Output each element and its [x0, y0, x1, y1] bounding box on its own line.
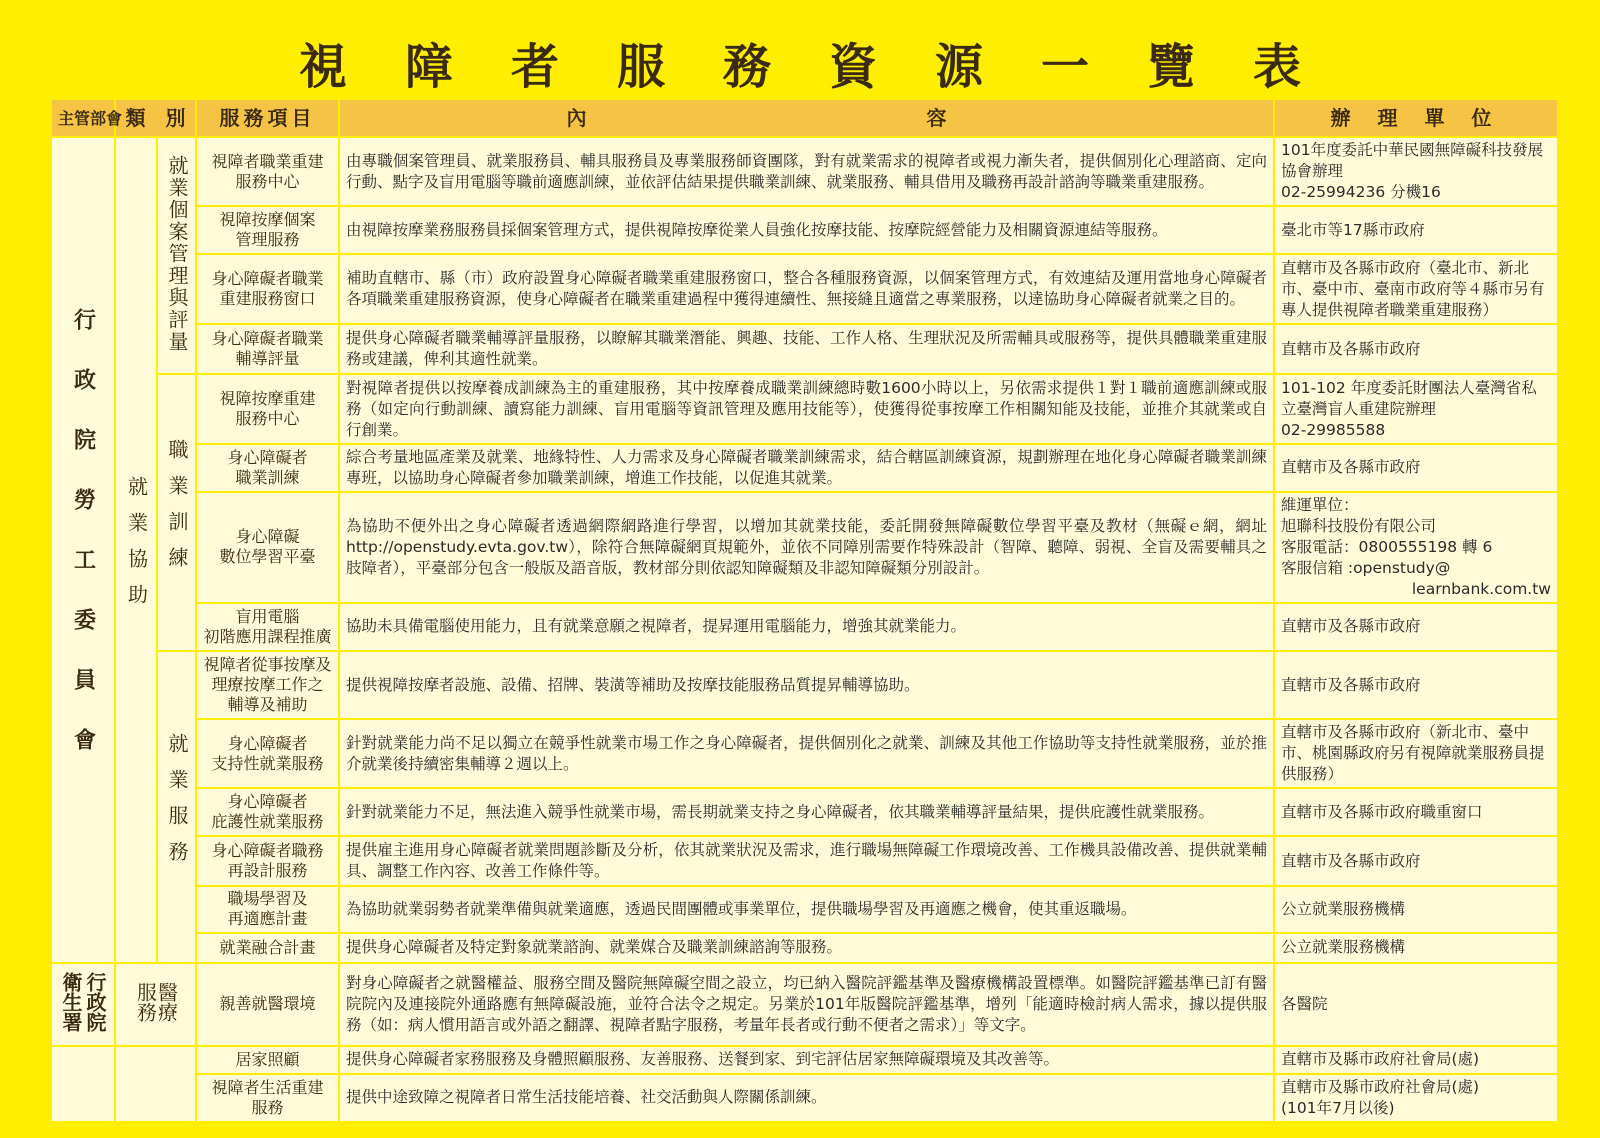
service-content: 提供身心障礙者家務服務及身體照顧服務、友善服務、送餐到家、到宅評估居家無障礙環境及其改善等。 [339, 1046, 1274, 1074]
table-row [51, 492, 1558, 603]
service-unit: 臺北市等17縣市政府 [1274, 206, 1558, 254]
service-item: 身心障礙者 支持性就業服務 [196, 719, 339, 788]
table-row [51, 1074, 1558, 1122]
table-row [51, 788, 1558, 836]
table-row [51, 254, 1558, 324]
category-blank-cell [115, 1046, 196, 1122]
header-unit: 辦 理 單 位 [1274, 99, 1558, 137]
service-content: 協助未具備電腦使用能力，且有就業意願之視障者，提昇運用電腦能力，增強其就業能力。 [339, 603, 1274, 651]
service-item: 身心障礙者 庇護性就業服務 [196, 788, 339, 836]
service-item: 視障者生活重建 服務 [196, 1074, 339, 1122]
category-medical-cell [115, 963, 196, 1046]
service-content: 綜合考量地區產業及就業、地緣特性、人力需求及身心障礙者職業訓練需求，結合轄區訓練資源，規劃辦理在地化身心障礙者職業訓練專班，以協助身心障礙者參加職業訓練，增進工作技能，以促進其就業。 [339, 444, 1274, 492]
header-service-item: 服務項目 [196, 99, 339, 137]
service-content: 提供視障按摩者設施、設備、招牌、裝潢等補助及按摩技能服務品質提昇輔導協助。 [339, 651, 1274, 719]
table-row [51, 719, 1558, 788]
service-unit: 直轄市及各縣市政府 [1274, 603, 1558, 651]
subcategory-service-cell [157, 651, 196, 963]
category-employment-cell [115, 137, 157, 963]
service-unit: 直轄市及各縣市政府 [1274, 444, 1558, 492]
service-resource-table [50, 98, 1559, 1123]
dept-labor: 行政院勞工委員會 [70, 307, 96, 788]
service-unit: 101年度委託中華民國無障礙科技發展協會辦理 02-25994236 分機16 [1274, 137, 1558, 206]
table-row [51, 1046, 1558, 1074]
subcategory-training-cell [157, 374, 196, 651]
service-content: 提供身心障礙者職業輔導評量服務，以瞭解其職業潛能、興趣、技能、工作人格、生理狀況及所需輔具或服務等，提供具體職業重建服務或建議，俾利其適性就業。 [339, 324, 1274, 374]
table-row [51, 963, 1558, 1046]
table-row [51, 444, 1558, 492]
dept-health: 行政院衛生署 [59, 971, 107, 1032]
service-content: 針對就業能力尚不足以獨立在競爭性就業市場工作之身心障礙者，提供個別化之就業、訓練及其他工作協助等支持性就業服務，並於推介就業後持續密集輔導２週以上。 [339, 719, 1274, 788]
table-row [51, 137, 1558, 206]
service-unit-cell [1274, 492, 1558, 603]
service-item: 身心障礙 數位學習平臺 [196, 492, 339, 603]
service-item: 身心障礙者 職業訓練 [196, 444, 339, 492]
service-unit: 直轄市及各縣市政府（臺北市、新北市、臺中市、臺南市政府等４縣市另有專人提供視障者職業重建服務） [1274, 254, 1558, 324]
service-item: 盲用電腦 初階應用課程推廣 [196, 603, 339, 651]
header-content: 內 容 [339, 99, 1274, 137]
category-medical: 醫療服務 [133, 982, 179, 1023]
service-item: 身心障礙者職業 重建服務窗口 [196, 254, 339, 324]
service-unit: 直轄市及各縣市政府職重窗口 [1274, 788, 1558, 836]
service-content: 為協助就業弱勢者就業準備與就業適應，透過民間團體或事業單位，提供職場學習及再適應之機會，使其重返職場。 [339, 886, 1274, 932]
table-row [51, 206, 1558, 254]
service-unit-email-domain: learnbank.com.tw [1411, 579, 1551, 598]
service-content: 對身心障礙者之就醫權益、服務空間及醫院無障礙空間之設立，均已納入醫院評鑑基準及醫療機構設置標準。如醫院評鑑基準已訂有醫院院內及連接院外通路應有無障礙設施，並符合法令之規定。另業於101年版醫院評鑑基準，增列「能適時檢討病人需求，據以提供服務（如：病人慣用語言或外語之翻譯、視障者點字服務，考量年長者或行動不便者之需求）」等文字。 [339, 963, 1274, 1046]
service-item: 視障按摩重建 服務中心 [196, 374, 339, 443]
service-unit: 各醫院 [1274, 963, 1558, 1046]
table-row [51, 651, 1558, 719]
table-row [51, 603, 1558, 651]
service-unit: 直轄市及縣市政府社會局(處) (101年7月以後) [1274, 1074, 1558, 1122]
service-item: 居家照顧 [196, 1046, 339, 1074]
service-item: 身心障礙者職業 輔導評量 [196, 324, 339, 374]
service-content: 提供中途致障之視障者日常生活技能培養、社交活動與人際關係訓練。 [339, 1074, 1274, 1122]
dept-blank-cell [51, 1046, 115, 1122]
service-unit: 公立就業服務機構 [1274, 933, 1558, 963]
dept-labor-cell [51, 137, 115, 963]
service-unit: 直轄市及各縣市政府 [1274, 836, 1558, 886]
service-unit: 直轄市及各縣市政府 [1274, 651, 1558, 719]
header-dept: 主管部會 [51, 99, 115, 137]
service-unit: 維運單位： 旭聯科技股份有限公司 客服電話：0800555198 轉 6 客服信箱 :openstudy@ [1281, 495, 1493, 577]
page-title: 視障者服務資源一覽表 [298, 39, 1359, 95]
table-row [51, 836, 1558, 886]
service-content: 由視障按摩業務服務員採個案管理方式，提供視障按摩從業人員強化按摩技能、按摩院經營能力及相關資源連結等服務。 [339, 206, 1274, 254]
service-item: 就業融合計畫 [196, 933, 339, 963]
service-item: 親善就醫環境 [196, 963, 339, 1046]
service-unit: 101-102 年度委託財團法人臺灣省私立臺灣盲人重建院辦理 02-29985588 [1274, 374, 1558, 443]
service-item: 視障者從事按摩及 理療按摩工作之 輔導及補助 [196, 651, 339, 719]
dept-health-cell [51, 963, 115, 1046]
service-unit: 直轄市及縣市政府社會局(處) [1274, 1046, 1558, 1074]
subcategory-case-cell [157, 137, 196, 374]
service-content: 由專職個案管理員、就業服務員、輔具服務員及專業服務師資團隊，對有就業需求的視障者或視力漸失者，提供個別化心理諮商、定向行動、點字及盲用電腦等職前適應訓練，並依評估結果提供職業訓練、就業服務、輔具借用及職務再設計諮詢等職業重建服務。 [339, 137, 1274, 206]
subcategory-service: 就業服務 [165, 732, 189, 877]
service-content: 提供雇主進用身心障礙者就業問題診斷及分析，依其就業狀況及需求，進行職場無障礙工作環境改善、工作機具設備改善、提供就業輔具、調整工作內容、改善工作條件等。 [339, 836, 1274, 886]
service-content: 對視障者提供以按摩養成訓練為主的重建服務，其中按摩養成職業訓練總時數1600小時以上，另依需求提供１對１職前適應訓練或服務（如定向行動訓練、讀寫能力訓練、盲用電腦等資訊管理及應用技能等），使獲得從事按摩工作相關知能及技能，並推介其就業或自行創業。 [339, 374, 1274, 443]
service-content: 針對就業能力不足，無法進入競爭性就業市場，需長期就業支持之身心障礙者，依其職業輔導評量結果，提供庇護性就業服務。 [339, 788, 1274, 836]
service-unit: 直轄市及各縣市政府（新北市、臺中市、桃園縣政府另有視障就業服務員提供服務） [1274, 719, 1558, 788]
table-row [51, 324, 1558, 374]
category-employment: 就業協助 [124, 475, 149, 620]
service-content: 為協助不便外出之身心障礙者透過網際網路進行學習，以增加其就業技能，委託開發無障礙數位學習平臺及教材（無礙ｅ網，網址http://openstudy.evta.gov.tw），除符合無障礙網頁規範外，並依不同障別需要作特殊設計（智障、聽障、弱視、全盲及需要輔具之肢障者），平臺部分包含一般版及語音版，教材部分則依認知障礙類及非認知障礙類分別設計。 [339, 492, 1274, 603]
service-unit: 直轄市及各縣市政府 [1274, 324, 1558, 374]
service-content: 補助直轄市、縣（市）政府設置身心障礙者職業重建服務窗口，整合各種服務資源，以個案管理方式，有效連結及運用當地身心障礙者各項職業重建服務資源，使身心障礙者在職業重建過程中獲得連續性、無接縫且適當之專業服務，以達協助身心障礙者就業之目的。 [339, 254, 1274, 324]
service-unit: 公立就業服務機構 [1274, 886, 1558, 932]
table-header-row [51, 99, 1558, 137]
service-item: 視障按摩個案 管理服務 [196, 206, 339, 254]
service-item: 職場學習及 再適應計畫 [196, 886, 339, 932]
subcategory-training: 職業訓練 [165, 438, 189, 583]
service-item: 身心障礙者職務 再設計服務 [196, 836, 339, 886]
service-content: 提供身心障礙者及特定對象就業諮詢、就業媒合及職業訓練諮詢等服務。 [339, 933, 1274, 963]
service-item: 視障者職業重建 服務中心 [196, 137, 339, 206]
header-category: 類 別 [115, 99, 196, 137]
table-row [51, 886, 1558, 932]
table-row [51, 374, 1558, 443]
subcategory-case: 就業個案管理與評量 [165, 154, 189, 353]
table-row [51, 933, 1558, 963]
